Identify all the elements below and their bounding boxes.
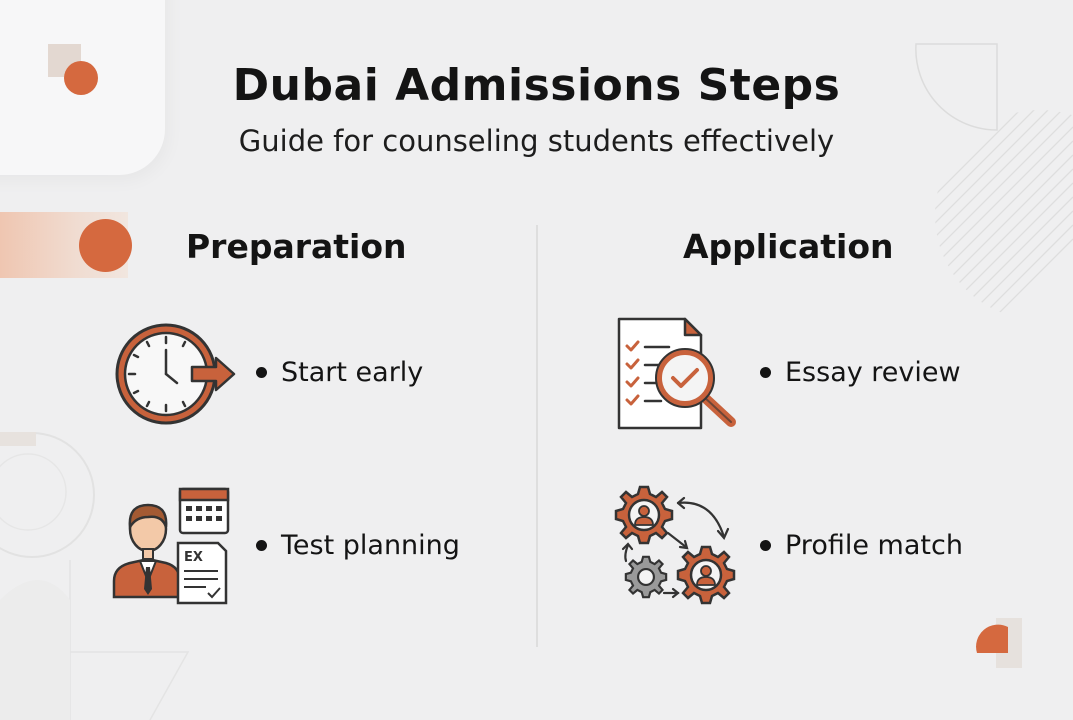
list-item-start-early xyxy=(256,357,423,388)
clock-arrow-icon xyxy=(112,320,242,430)
bullet-icon xyxy=(256,367,267,378)
page-title: Dubai Admissions Steps xyxy=(232,60,841,111)
bullet-icon xyxy=(760,540,771,551)
preparation-heading: Preparation xyxy=(186,227,407,266)
column-divider xyxy=(536,225,538,647)
person-calendar-exam-icon xyxy=(110,485,232,605)
application-heading: Application xyxy=(683,227,894,266)
svg-text:EX: EX xyxy=(184,550,203,565)
checklist-magnifier-icon xyxy=(615,316,740,436)
item-label: Profile match xyxy=(785,530,963,561)
bullet-icon xyxy=(760,367,771,378)
list-item-essay-review xyxy=(760,357,961,388)
list-item-profile-match xyxy=(760,530,963,561)
item-label: Essay review xyxy=(785,357,961,388)
gears-profile-icon xyxy=(612,485,740,607)
list-item-test-planning xyxy=(256,530,460,561)
item-label: Test planning xyxy=(281,530,460,561)
bullet-icon xyxy=(256,540,267,551)
page-subtitle: Guide for counseling students effectively xyxy=(238,124,835,158)
item-label: Start early xyxy=(281,357,424,388)
